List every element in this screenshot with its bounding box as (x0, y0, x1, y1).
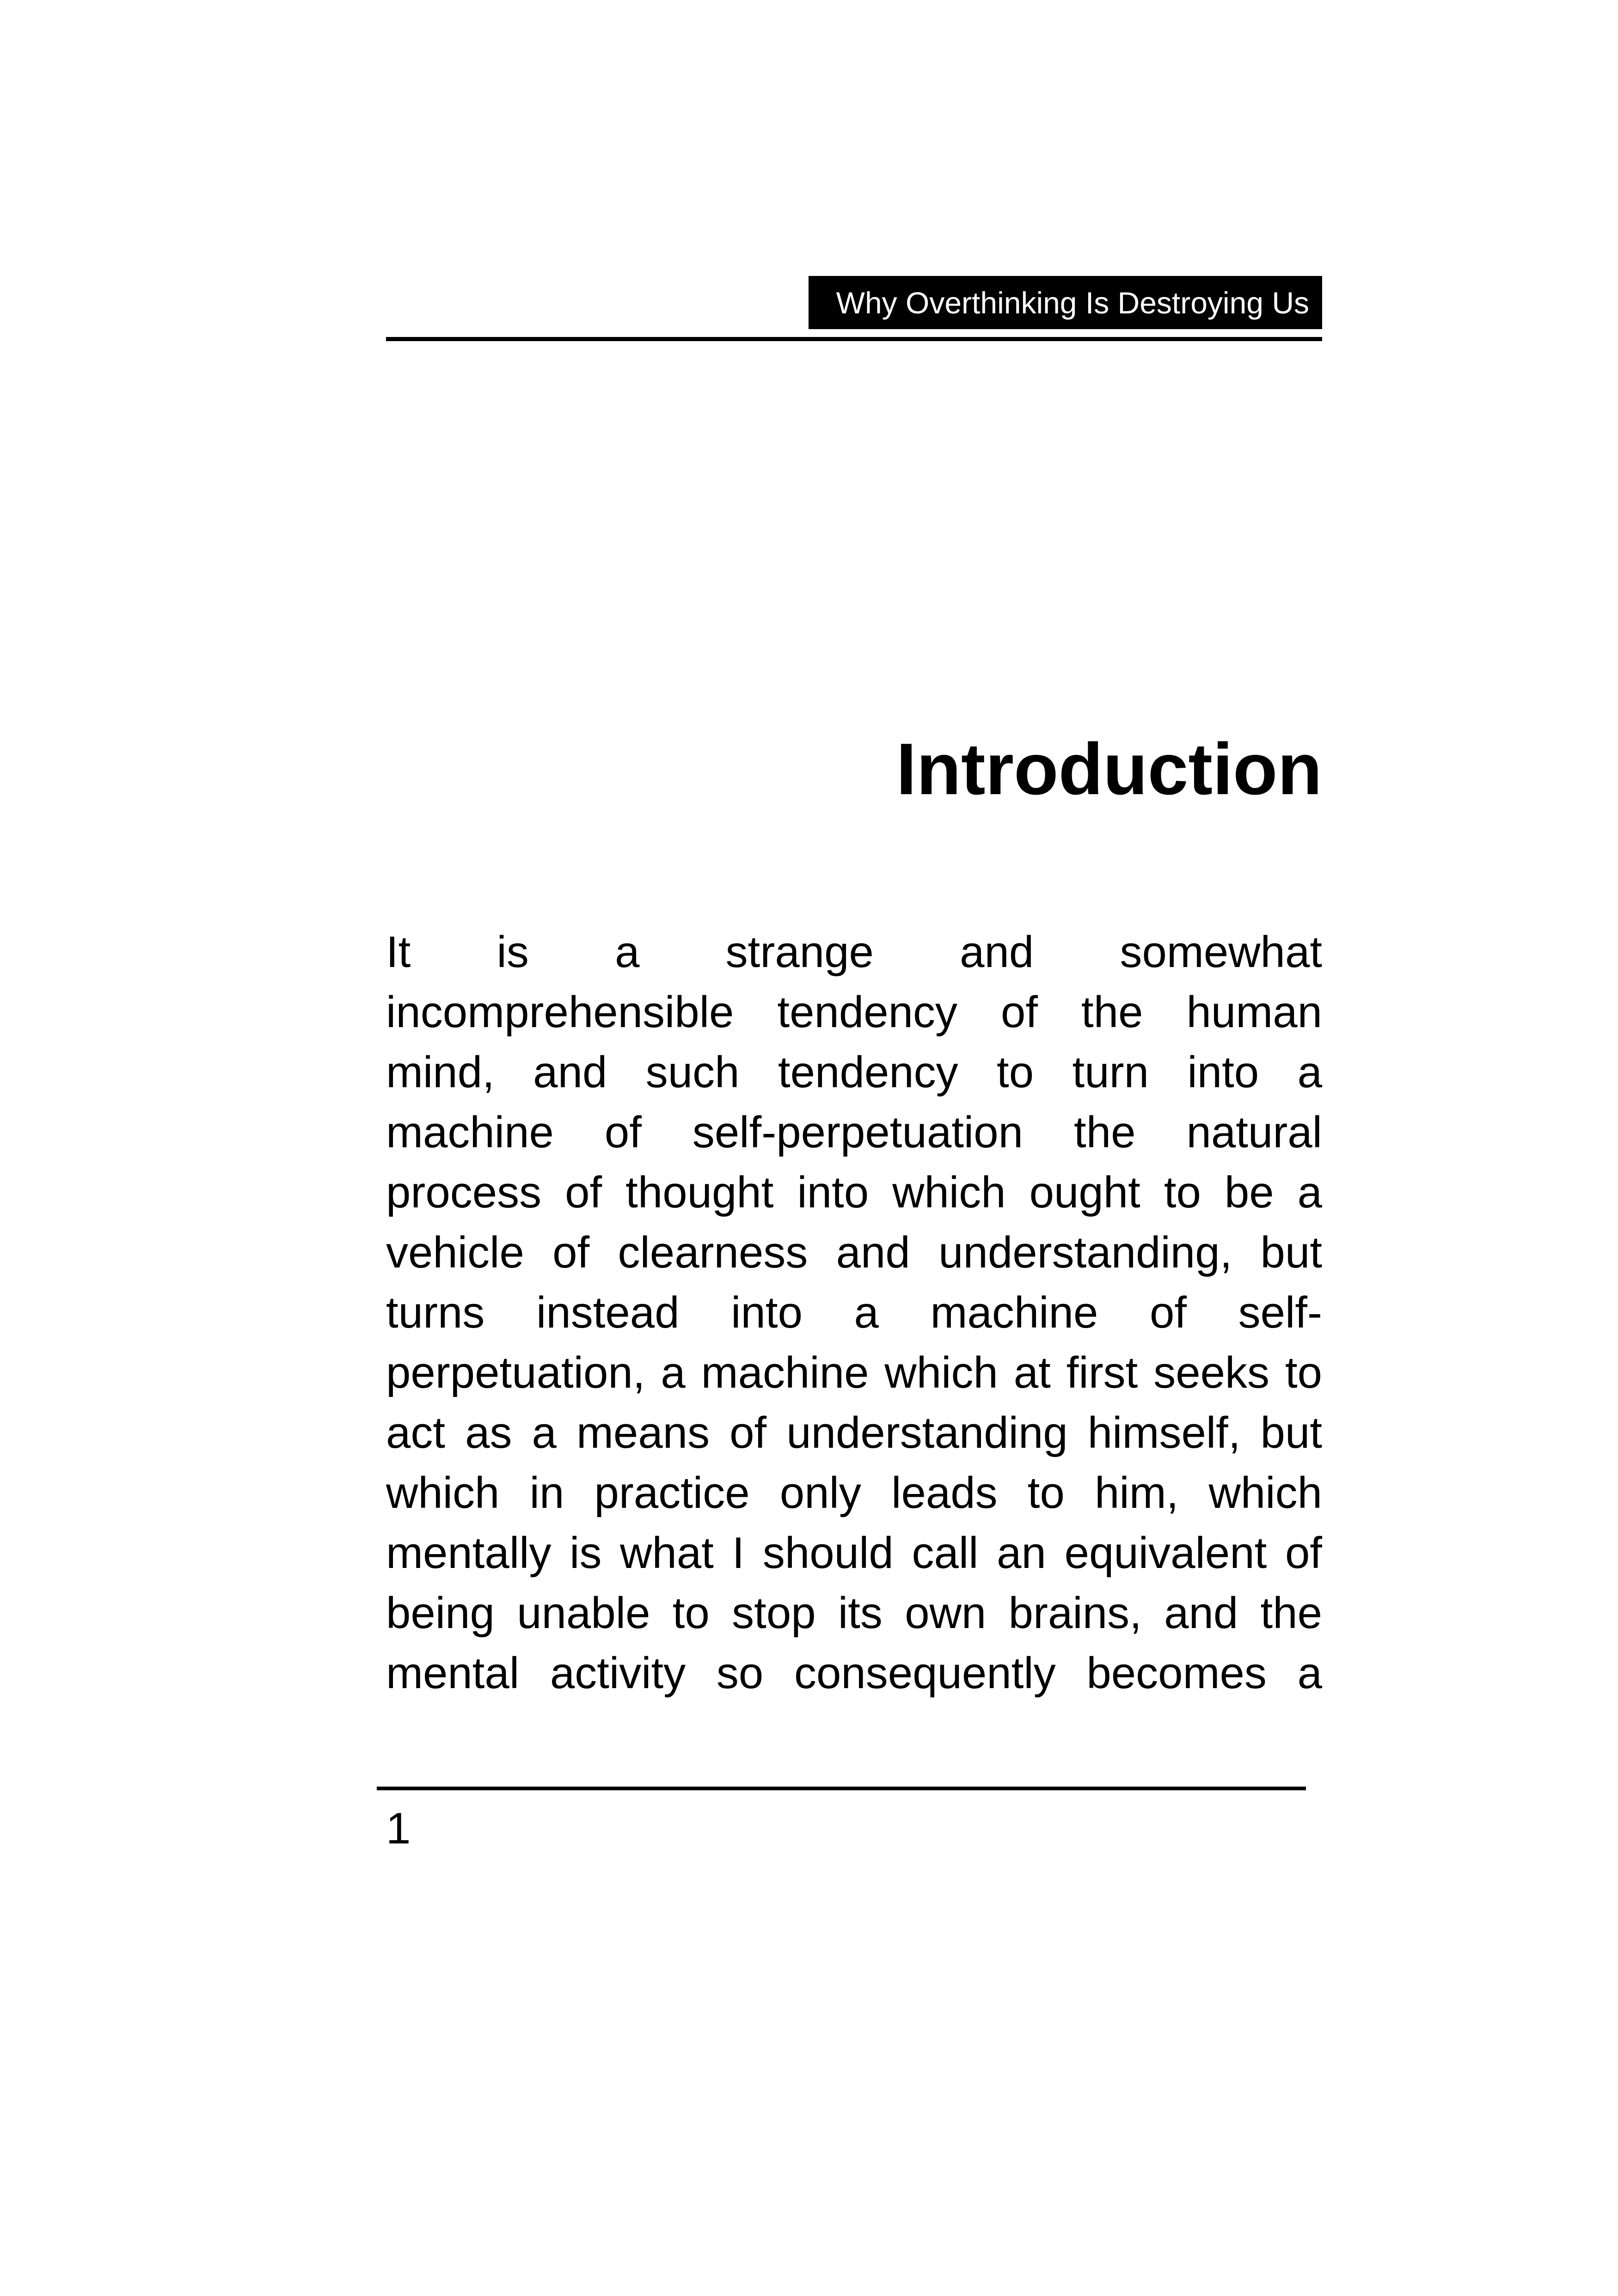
body-line: mind, and such tendency to turn into a (386, 1047, 1322, 1097)
body-line: machine of self-perpetuation the natural (386, 1108, 1322, 1157)
body-line: mental activity so consequently becomes a (386, 1648, 1322, 1698)
running-header-title: Why Overthinking Is Destroying Us (836, 285, 1309, 320)
body-line: It is a strange and somewhat (386, 927, 1322, 977)
body-line: mentally is what I should call an equivalent of (386, 1528, 1322, 1578)
body-line: perpetuation, a machine which at first seeks to (386, 1348, 1322, 1397)
body-line: incomprehensible tendency of the human (386, 987, 1322, 1037)
header-rule (386, 337, 1322, 341)
body-line: act as a means of understanding himself, but (386, 1408, 1322, 1457)
body-line: turns instead into a machine of self- (386, 1288, 1322, 1337)
body-line: process of thought into which ought to be a (386, 1168, 1322, 1217)
body-line: which in practice only leads to him, which (386, 1468, 1322, 1518)
body-line: being unable to stop its own brains, and the (386, 1588, 1322, 1638)
chapter-title: Introduction (896, 729, 1322, 810)
running-header (809, 276, 1322, 329)
footer-rule (377, 1787, 1306, 1790)
body-line: vehicle of clearness and understanding, but (386, 1228, 1322, 1277)
body-paragraph (386, 922, 1322, 1703)
page-number: 1 (386, 1804, 411, 1853)
